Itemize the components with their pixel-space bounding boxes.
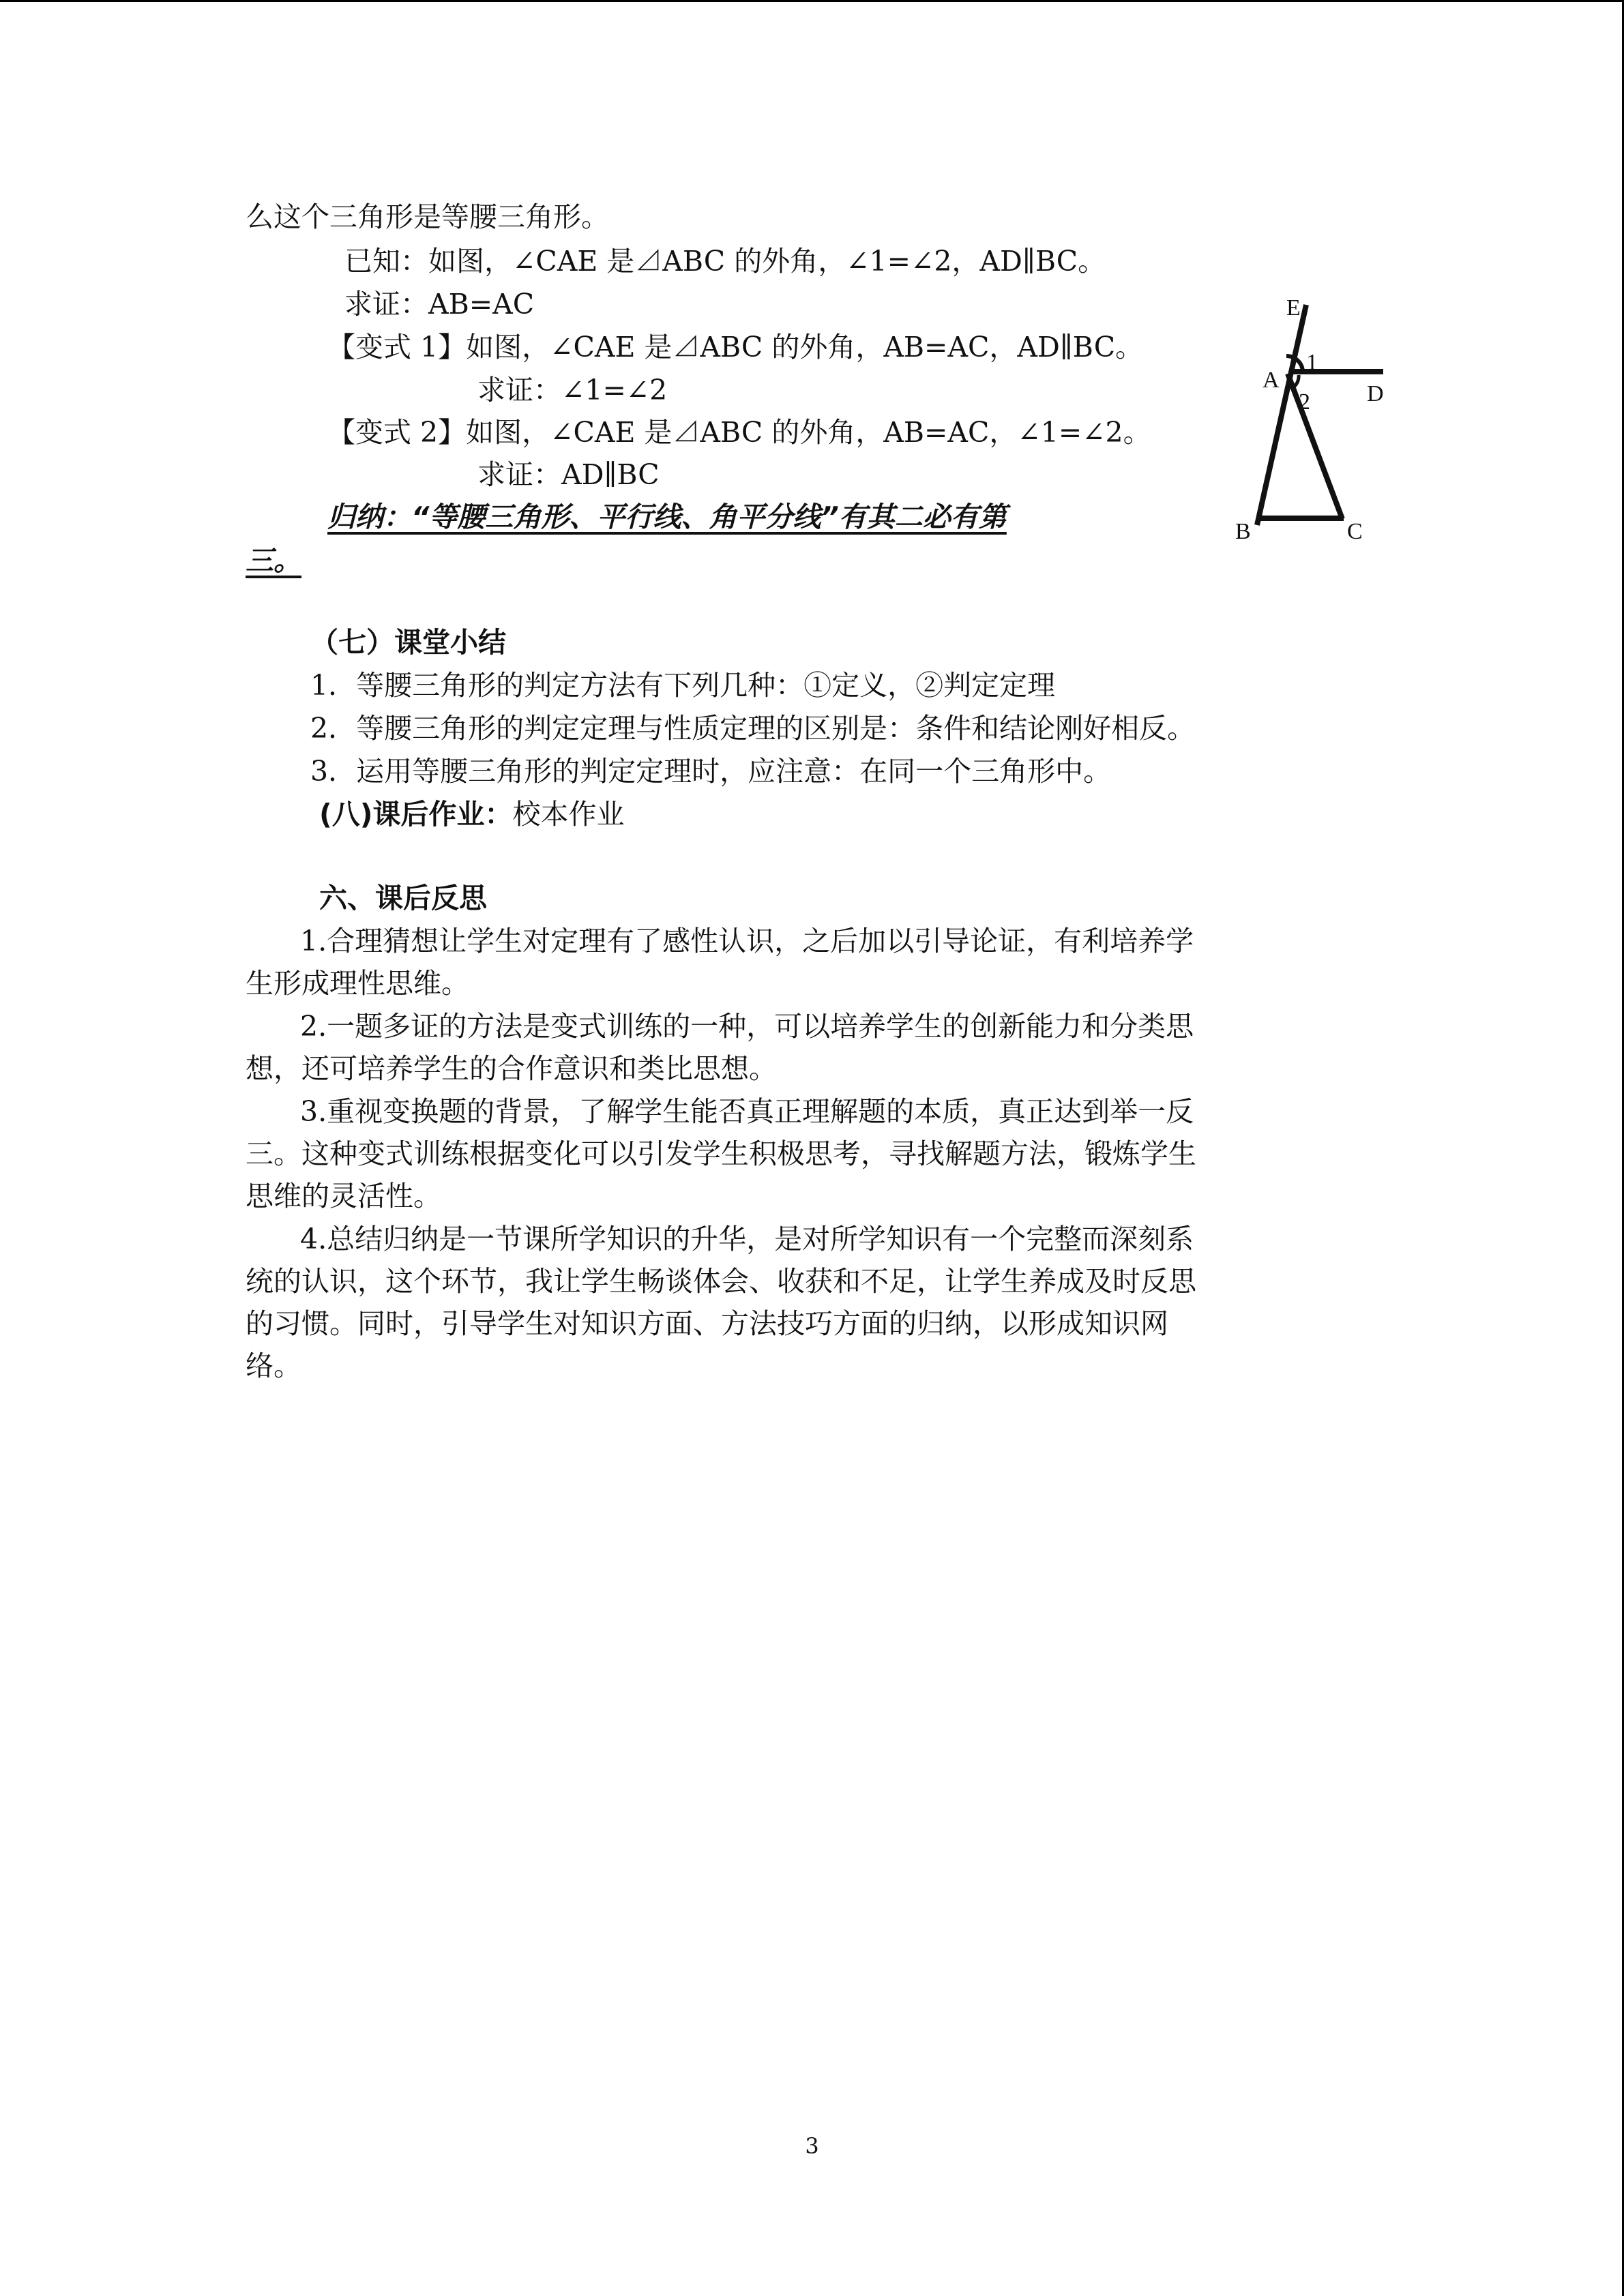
- text-line-continuation: 么这个三角形是等腰三角形。: [246, 200, 609, 233]
- page-number: 3: [805, 2133, 819, 2159]
- reflection-line: 络。: [246, 1350, 301, 1382]
- summary-line-2: 三。: [246, 544, 301, 577]
- reflection-line: 4.总结归纳是一节课所学知识的升华，是对所学知识有一个完整而深刻系: [300, 1223, 1194, 1255]
- section-8-text: 校本作业: [512, 798, 625, 831]
- label-angle-2: 2: [1299, 389, 1310, 415]
- reflection-line: 3.重视变换题的背景，了解学生能否真正理解题的本质，真正达到举一反: [300, 1095, 1194, 1128]
- label-a: A: [1263, 368, 1280, 393]
- line-e-to-b: [1257, 305, 1306, 525]
- reflection-line: 统的认识，这个环节，我让学生畅谈体会、收获和不足，让学生养成及时反思: [246, 1265, 1196, 1298]
- variant-1-prove: 求证：∠1=∠2: [477, 374, 668, 406]
- section-7-item-1: 1．等腰三角形的判定方法有下列几种：①定义，②判定定理: [310, 669, 1056, 702]
- variant-2-statement: 【变式 2】如图，∠CAE 是⊿ABC 的外角，AB=AC，∠1=∠2。: [327, 416, 1151, 449]
- section-7-item-3: 3．运用等腰三角形的判定定理时，应注意：在同一个三角形中。: [310, 755, 1112, 788]
- summary-line-1: 归纳：“等腰三角形、平行线、角平分线”有其二必有第: [327, 501, 1007, 533]
- variant-1-statement: 【变式 1】如图，∠CAE 是⊿ABC 的外角，AB=AC，AD∥BC。: [327, 331, 1144, 363]
- section-7-heading: （七）课堂小结: [310, 626, 506, 659]
- label-angle-1: 1: [1306, 350, 1318, 375]
- reflection-line: 生形成理性思维。: [246, 967, 469, 1000]
- section-8-line: [319, 794, 624, 835]
- reflection-line: 的习惯。同时，引导学生对知识方面、方法技巧方面的归纳，以形成知识网: [246, 1307, 1168, 1340]
- given-statement: 已知：如图，∠CAE 是⊿ABC 的外角，∠1=∠2，AD∥BC。: [344, 245, 1106, 278]
- section-8-heading: (八)课后作业：: [319, 798, 513, 831]
- section-7-item-2: 2．等腰三角形的判定定理与性质定理的区别是：条件和结论刚好相反。: [310, 712, 1196, 745]
- reflection-line: 1.合理猜想让学生对定理有了感性认识，之后加以引导论证，有利培养学: [300, 925, 1194, 957]
- angle-2-arc: [1293, 375, 1299, 387]
- reflection-line: 2.一题多证的方法是变式训练的一种，可以培养学生的创新能力和分类思: [300, 1010, 1194, 1043]
- section-6-heading: 六、课后反思: [319, 882, 487, 914]
- reflection-line: 想，还可培养学生的合作意识和类比思想。: [246, 1052, 777, 1085]
- prove-statement: 求证：AB=AC: [344, 288, 535, 320]
- label-b: B: [1235, 519, 1251, 544]
- label-c: C: [1347, 519, 1363, 544]
- reflection-line: 三。这种变式训练根据变化可以引发学生积极思考，寻找解题方法，锻炼学生: [246, 1137, 1196, 1170]
- label-e: E: [1286, 295, 1301, 320]
- variant-2-prove: 求证：AD∥BC: [477, 458, 660, 491]
- reflection-line: 思维的灵活性。: [246, 1180, 441, 1212]
- label-d: D: [1367, 381, 1384, 406]
- line-a-to-c: [1288, 374, 1342, 519]
